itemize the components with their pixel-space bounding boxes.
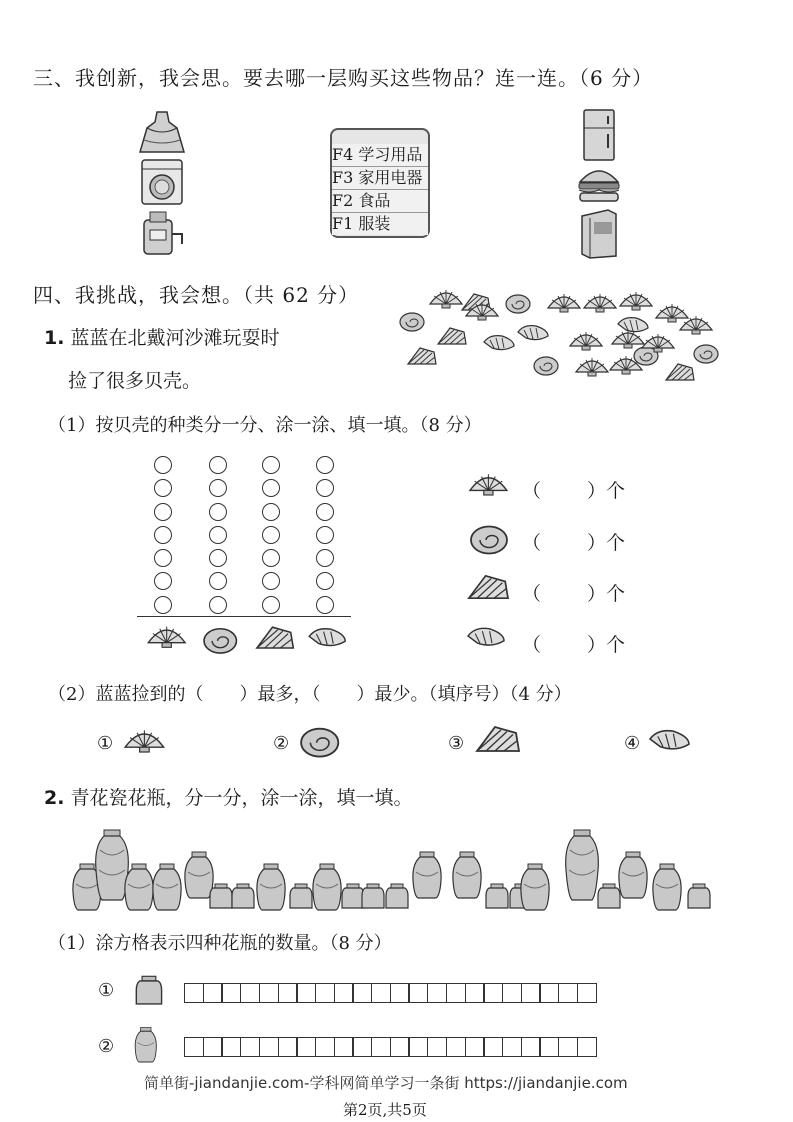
- grid-cell[interactable]: [521, 983, 541, 1003]
- circle[interactable]: [209, 503, 227, 521]
- small-jar-icon: [134, 974, 162, 1006]
- grid-cell[interactable]: [483, 983, 503, 1003]
- snail-shell-icon: [200, 622, 240, 654]
- circle[interactable]: [154, 526, 172, 544]
- fan-shell-icon: [474, 724, 520, 760]
- circle-column-4: [316, 456, 334, 619]
- grid-cell[interactable]: [390, 983, 410, 1003]
- count-unit: ）个: [587, 583, 626, 605]
- circle[interactable]: [209, 572, 227, 590]
- circle[interactable]: [316, 549, 334, 567]
- question1-line1: [44, 323, 280, 350]
- circle-column-1: [154, 456, 172, 619]
- conch-shell-icon: [650, 726, 694, 758]
- circle[interactable]: [209, 526, 227, 544]
- grid-cell[interactable]: [408, 1037, 428, 1057]
- section3-title: 三、我创新，我会思。要去哪一层购买这些物品？连一连。（6 分）: [33, 66, 654, 90]
- grid-cell[interactable]: [184, 983, 204, 1003]
- grid-cell[interactable]: [203, 1037, 223, 1057]
- grid-cell[interactable]: [390, 1037, 410, 1057]
- floor-f1: F1 服装: [332, 213, 428, 235]
- grid-cell[interactable]: [315, 1037, 335, 1057]
- grid-cell[interactable]: [259, 1037, 279, 1057]
- circle[interactable]: [316, 456, 334, 474]
- circle[interactable]: [262, 549, 280, 567]
- grid-cell[interactable]: [352, 1037, 372, 1057]
- grid-cell[interactable]: [521, 1037, 541, 1057]
- book-icon: [578, 208, 620, 260]
- circle[interactable]: [316, 503, 334, 521]
- grid-cell[interactable]: [315, 983, 335, 1003]
- blue-white-vases-picture: [72, 822, 716, 914]
- fan-count-row: [522, 579, 625, 606]
- circle[interactable]: [154, 456, 172, 474]
- grid-cell[interactable]: [577, 983, 597, 1003]
- grid-cell[interactable]: [371, 983, 391, 1003]
- grid-row-2-label: ②: [98, 1036, 115, 1057]
- pencil-sharpener-icon: [140, 210, 186, 256]
- count-open-paren: （: [522, 634, 542, 656]
- footer-watermark: 简单街-jiandanjie.com-学科网简单学习一条街 https://jiandanjie.com: [144, 1074, 628, 1092]
- fan-shell-icon: [466, 573, 510, 607]
- grid-cell[interactable]: [465, 1037, 485, 1057]
- circle[interactable]: [262, 572, 280, 590]
- conch-shell-icon: [468, 624, 508, 656]
- circle[interactable]: [262, 526, 280, 544]
- snail-shell-icon: [468, 522, 508, 556]
- snail-count-row: [522, 528, 625, 555]
- grid-cell[interactable]: [502, 983, 522, 1003]
- floor-directory-sign: [330, 128, 430, 238]
- snail-shell-icon: [298, 724, 342, 760]
- option-3-label: ③: [448, 733, 465, 754]
- grid-cell[interactable]: [240, 983, 260, 1003]
- grid-cell[interactable]: [558, 1037, 578, 1057]
- count-unit: ）个: [587, 634, 626, 656]
- scallop-shell-icon: [146, 622, 186, 654]
- count-open-paren: （: [522, 583, 542, 605]
- scallop-shell-icon: [124, 728, 166, 758]
- page-number: 第2页,共5页: [343, 1101, 427, 1119]
- count-unit: ）个: [587, 532, 626, 554]
- grid-cell[interactable]: [184, 1037, 204, 1057]
- grid-cell[interactable]: [408, 983, 428, 1003]
- circle-chart-baseline: [137, 616, 351, 617]
- grid-cell[interactable]: [371, 1037, 391, 1057]
- circle[interactable]: [262, 503, 280, 521]
- circle[interactable]: [154, 549, 172, 567]
- question2-line: [44, 783, 413, 810]
- circle[interactable]: [262, 479, 280, 497]
- grid-cell[interactable]: [465, 983, 485, 1003]
- grid-cell[interactable]: [221, 983, 241, 1003]
- hamburger-icon: [577, 164, 621, 204]
- grid-row-1: [184, 983, 595, 1003]
- grid-cell[interactable]: [446, 983, 466, 1003]
- grid-cell[interactable]: [296, 983, 316, 1003]
- circle[interactable]: [209, 456, 227, 474]
- circle[interactable]: [316, 479, 334, 497]
- circle[interactable]: [154, 503, 172, 521]
- circle-column-2: [209, 456, 227, 619]
- shells-collection-picture: [398, 282, 728, 390]
- grid-cell[interactable]: [240, 1037, 260, 1057]
- grid-cell[interactable]: [221, 1037, 241, 1057]
- question2-text: 青花瓷花瓶，分一分，涂一涂，填一填。: [70, 787, 413, 809]
- grid-cell[interactable]: [446, 1037, 466, 1057]
- option-4-label: ④: [624, 733, 641, 754]
- grid-cell[interactable]: [558, 983, 578, 1003]
- conch-count-row: [522, 630, 625, 657]
- washing-machine-icon: [140, 158, 184, 206]
- circle[interactable]: [262, 456, 280, 474]
- conch-shell-icon: [308, 622, 348, 654]
- floor-f4: F4 学习用品: [332, 144, 428, 167]
- circle[interactable]: [209, 479, 227, 497]
- count-unit: ）个: [587, 480, 626, 502]
- count-open-paren: （: [522, 532, 542, 554]
- grid-cell[interactable]: [352, 983, 372, 1003]
- dress-icon: [137, 110, 187, 156]
- section4-title: 四、我挑战，我会想。（共 62 分）: [33, 283, 360, 307]
- grid-cell[interactable]: [334, 1037, 354, 1057]
- fan-shell-icon: [253, 622, 297, 654]
- circle[interactable]: [316, 526, 334, 544]
- circle[interactable]: [316, 572, 334, 590]
- count-open-paren: （: [522, 480, 542, 502]
- grid-cell[interactable]: [203, 983, 223, 1003]
- grid-cell[interactable]: [577, 1037, 597, 1057]
- q1-part1-instruction: （1）按贝壳的种类分一分、涂一涂、填一填。（8 分）: [48, 415, 482, 436]
- grid-cell[interactable]: [296, 1037, 316, 1057]
- q1-part2-instruction: （2）蓝蓝捡到的（ ）最多，（ ）最少。（填序号）（4 分）: [48, 684, 572, 705]
- floor-f2: F2 食品: [332, 190, 428, 213]
- circle[interactable]: [209, 549, 227, 567]
- option-2-label: ②: [273, 733, 290, 754]
- floor-f3: F3 家用电器: [332, 167, 428, 190]
- question1-text-1: 蓝蓝在北戴河沙滩玩耍时: [70, 327, 280, 349]
- question2-number: 2.: [44, 787, 65, 809]
- grid-cell[interactable]: [427, 983, 447, 1003]
- circle[interactable]: [154, 596, 172, 614]
- grid-cell[interactable]: [539, 1037, 559, 1057]
- refrigerator-icon: [582, 108, 616, 162]
- option-1-label: ①: [97, 733, 114, 754]
- grid-cell[interactable]: [278, 983, 298, 1003]
- circle[interactable]: [154, 479, 172, 497]
- vase-icon: [133, 1026, 161, 1064]
- question1-text-2: 捡了很多贝壳。: [68, 370, 202, 392]
- circle[interactable]: [316, 596, 334, 614]
- circle-column-3: [262, 456, 280, 619]
- grid-cell[interactable]: [502, 1037, 522, 1057]
- grid-row-1-label: ①: [98, 980, 115, 1001]
- grid-cell[interactable]: [278, 1037, 298, 1057]
- grid-cell[interactable]: [483, 1037, 503, 1057]
- circle[interactable]: [154, 572, 172, 590]
- grid-row-2: [184, 1037, 595, 1057]
- grid-cell[interactable]: [427, 1037, 447, 1057]
- circle[interactable]: [209, 596, 227, 614]
- grid-cell[interactable]: [539, 983, 559, 1003]
- scallop-count-row: [522, 476, 625, 503]
- grid-cell[interactable]: [259, 983, 279, 1003]
- circle[interactable]: [262, 596, 280, 614]
- question1-number: 1.: [44, 327, 65, 349]
- q2-part1-instruction: （1）涂方格表示四种花瓶的数量。（8 分）: [48, 933, 392, 954]
- grid-cell[interactable]: [334, 983, 354, 1003]
- scallop-shell-icon: [470, 472, 510, 500]
